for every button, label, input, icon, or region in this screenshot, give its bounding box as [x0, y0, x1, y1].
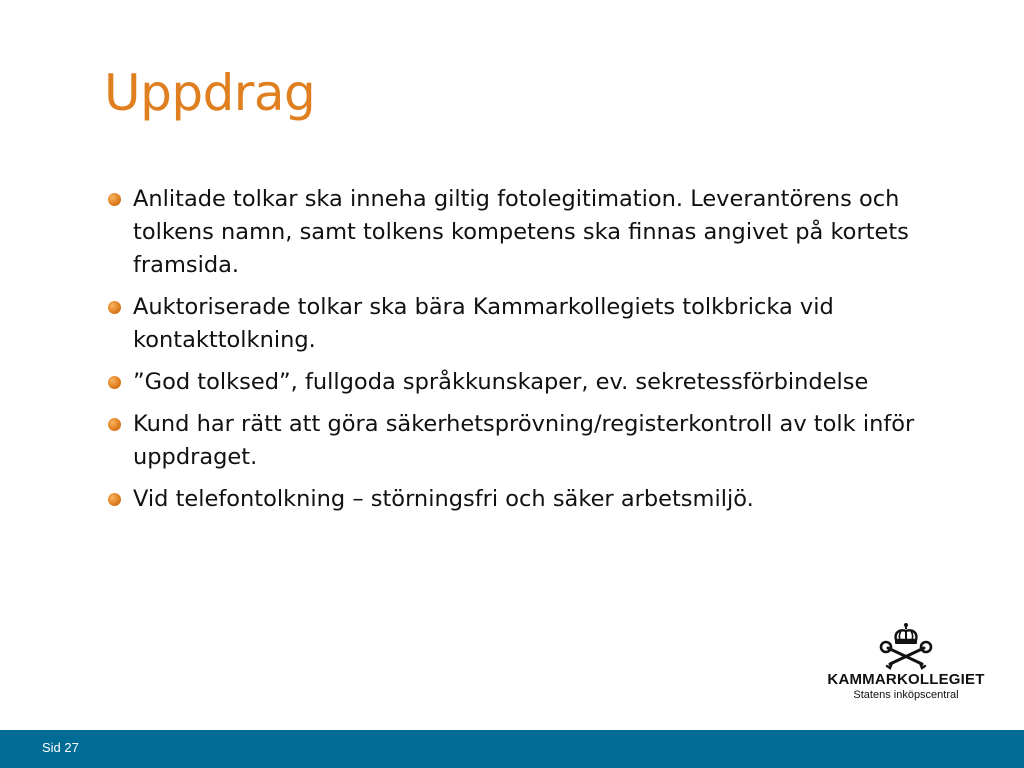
bullet-list	[108, 183, 928, 525]
crown-keys-icon	[878, 622, 934, 670]
bullet-item	[108, 291, 928, 357]
bullet-item	[108, 183, 928, 282]
bullet-dot-icon	[108, 193, 121, 206]
bullet-text: Anlitade tolkar ska inneha giltig fotolegitimation. Leverantörens och tolkens namn, samt tolkens kompetens ska finnas angivet på kortets framsida.	[133, 186, 909, 278]
bullet-item	[108, 366, 928, 399]
bullet-dot-icon	[108, 301, 121, 314]
bullet-text: Kund har rätt att göra säkerhetsprövning/registerkontroll av tolk inför uppdraget.	[133, 411, 915, 470]
bullet-item	[108, 408, 928, 474]
bullet-dot-icon	[108, 418, 121, 431]
slide-title: Uppdrag	[104, 64, 316, 122]
bullet-text: Vid telefontolkning – störningsfri och säker arbetsmiljö.	[133, 486, 754, 512]
logo-name: KAMMARKOLLEGIET	[827, 671, 985, 688]
bullet-item	[108, 483, 928, 516]
bullet-dot-icon	[108, 376, 121, 389]
logo-subtitle: Statens inköpscentral	[853, 689, 959, 701]
page-number: Sid 27	[42, 740, 79, 755]
kammarkollegiet-logo	[826, 622, 986, 702]
footer-bar	[0, 730, 1024, 768]
bullet-text: Auktoriserade tolkar ska bära Kammarkollegiets tolkbricka vid kontakttolkning.	[133, 294, 834, 353]
bullet-dot-icon	[108, 493, 121, 506]
bullet-text: ”God tolksed”, fullgoda språkkunskaper, ev. sekretessförbindelse	[133, 369, 869, 395]
